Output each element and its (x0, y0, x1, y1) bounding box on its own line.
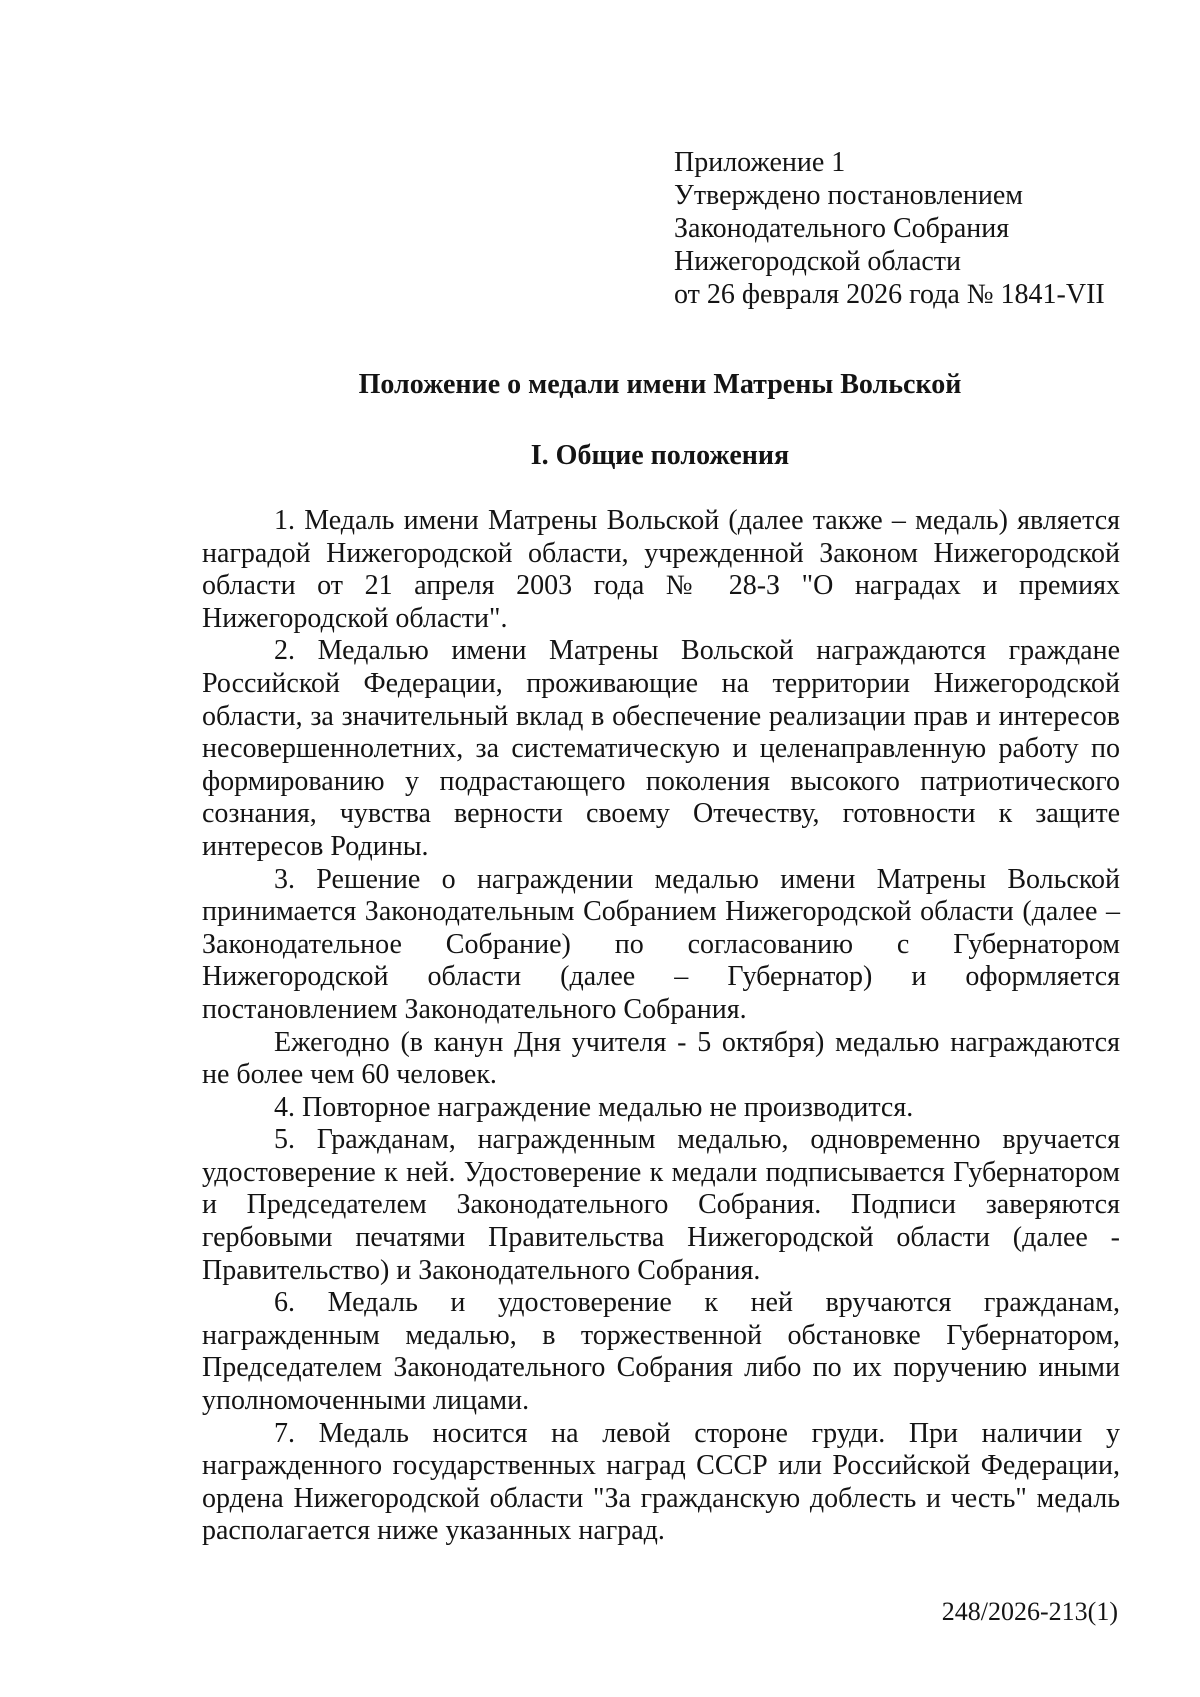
paragraph-2: 2. Медалью имени Матрены Вольской награждаются граждане Российской Федерации, проживающие на территории Нижегородской области, за значительный вклад в обеспечение реализации прав и интересов несовершеннолетних, за систематическую и целенаправленную работу по формированию у подрастающего поколения высокого патриотического сознания, чувства верности своему Отечеству, готовности к защите интересов Родины. (202, 635, 1120, 862)
approval-line-date: от 26 февраля 2026 года № 1841-VII (674, 279, 1105, 310)
approval-stamp (674, 146, 1154, 311)
document-title: Положение о медали имени Матрены Вольской (358, 369, 962, 400)
document-number: 248/2026-213(1) (941, 1597, 1118, 1626)
section-heading: I. Общие положения (530, 440, 790, 471)
approval-line-body: Законодательного Собрания (674, 213, 1010, 244)
paragraph-1: 1. Медаль имени Матрены Вольской (далее также – медаль) является наградой Нижегородской области, учрежденной Законом Нижегородской области от 21 апреля 2003 года № 28-З "О наградах и премиях Нижегородской области". (202, 505, 1120, 634)
paragraph-4: 4. Повторное награждение медалью не производится. (274, 1091, 914, 1123)
document-body (202, 505, 1120, 1548)
approval-line-approved: Утверждено постановлением (674, 180, 1024, 211)
paragraph-6: 6. Медаль и удостоверение к ней вручаются гражданам, награжденным медалью, в торжественной обстановке Губернатором, Председателем Законодательного Собрания либо по их поручению иными уполномоченными лицами. (202, 1287, 1120, 1417)
approval-line-appendix: Приложение 1 (674, 147, 846, 178)
paragraph-3-note: Ежегодно (в канун Дня учителя - 5 октября) медалью награждаются не более чем 60 человек. (202, 1026, 1120, 1091)
approval-line-region: Нижегородской области (674, 246, 962, 277)
paragraph-7: 7. Медаль носится на левой стороне груди. При наличии у награжденного государственных наград СССР или Российской Федерации, ордена Нижегородской области "За гражданскую доблесть и честь" медаль располагается ниже указанных наград. (202, 1417, 1120, 1547)
paragraph-3: 3. Решение о награждении медалью имени Матрены Вольской принимается Законодательным Собранием Нижегородской области (далее – Законодательное Собрание) по согласованию с Губернатором Нижегородской области (далее – Губернатор) и оформляется постановлением Законодательного Собрания. (202, 863, 1120, 1025)
paragraph-5: 5. Гражданам, награжденным медалью, одновременно вручается удостоверение к ней. Удостоверение к медали подписывается Губернатором и Председателем Законодательного Собрания. Подписи заверяются гербовыми печатями Правительства Нижегородской области (далее - Правительство) и Законодательного Собрания. (202, 1124, 1120, 1286)
